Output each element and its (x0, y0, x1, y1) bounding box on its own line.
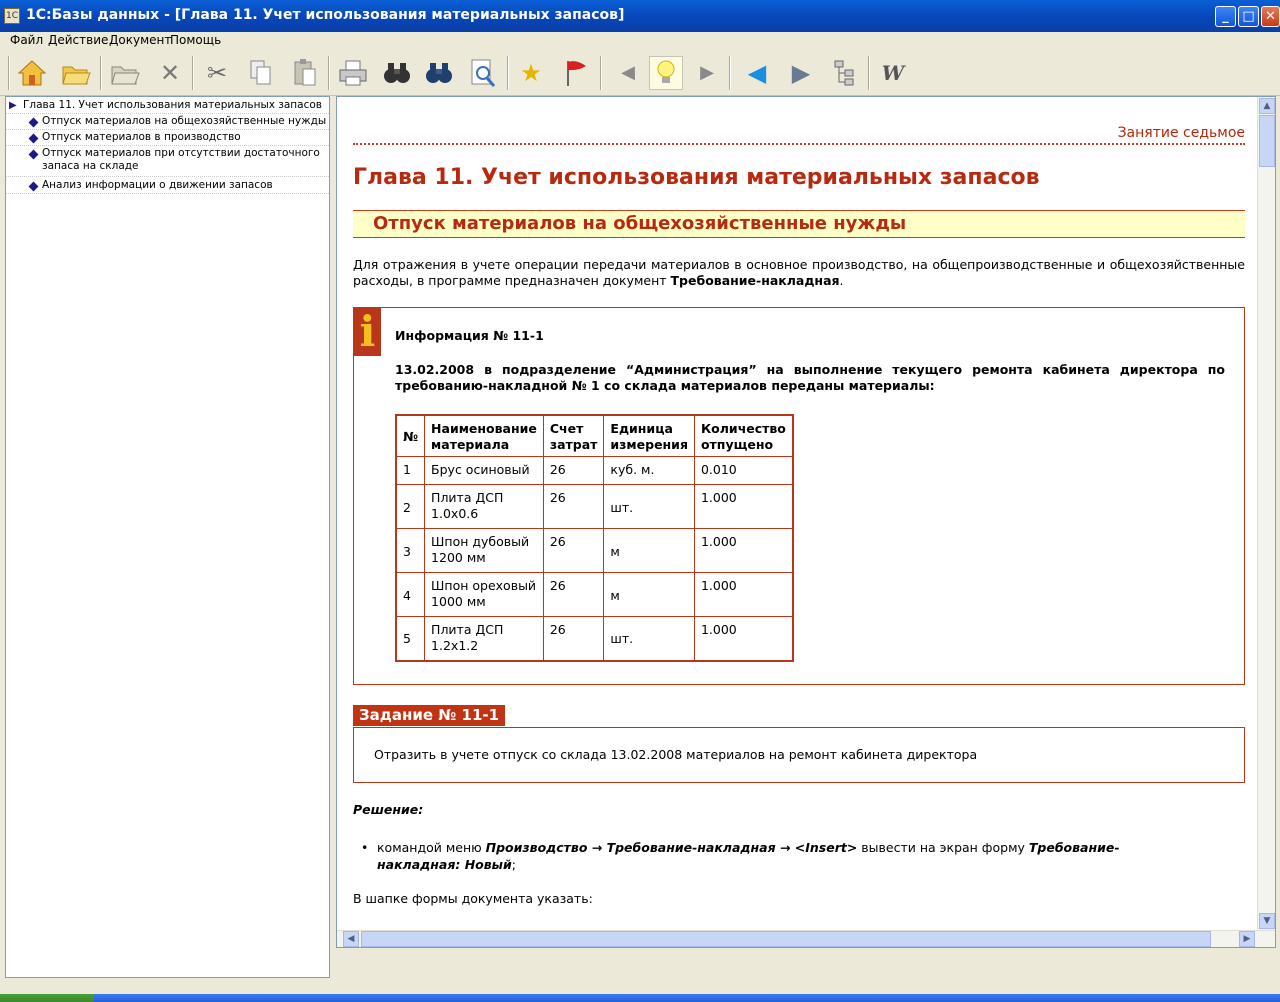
scroll-left-icon[interactable]: ◀ (343, 931, 359, 947)
table-cell: Плита ДСП 1.2x1.2 (425, 617, 544, 661)
table-cell: Шпон дубовый 1200 мм (425, 529, 544, 573)
tree-item-label: Отпуск материалов при отсутствии достаточного (42, 147, 320, 159)
header-note: В шапке формы документа указать: (353, 891, 593, 906)
table-header-row (396, 415, 793, 457)
toolbar-separator (868, 56, 870, 90)
forward-arrow-icon[interactable]: ▶ (791, 59, 811, 87)
find-icon[interactable] (380, 56, 414, 90)
minimize-button[interactable]: _ (1215, 6, 1236, 27)
tree-divider (6, 176, 329, 177)
table-row (396, 457, 793, 485)
tree-item-analysis[interactable] (6, 179, 329, 193)
tree-item-label: Глава 11. Учет использования материальных запасов (23, 99, 322, 111)
table-cell: куб. м. (604, 457, 695, 485)
table-cell: 26 (543, 457, 604, 485)
menu-bar (0, 32, 1280, 50)
table-cell: 26 (543, 529, 604, 573)
horizontal-scrollbar[interactable] (337, 930, 1275, 947)
lesson-label: Занятие седьмое (353, 125, 1245, 145)
toolbar-separator (600, 56, 602, 90)
step-text: вывести на экран форму (857, 840, 1029, 855)
diamond-bullet-icon (29, 134, 39, 144)
maximize-button[interactable]: □ (1238, 6, 1259, 27)
document-view (336, 96, 1276, 948)
diamond-bullet-icon (29, 182, 39, 192)
toolbar-separator (507, 56, 509, 90)
table-cell: м (604, 529, 695, 573)
flag-icon[interactable] (559, 56, 593, 90)
materials-table (395, 414, 794, 662)
intro-document-name: Требование-накладная (670, 273, 840, 288)
status-bar (0, 978, 1280, 994)
table-row (396, 617, 793, 661)
navigation-tree (5, 96, 330, 978)
chapter-heading: Глава 11. Учет использования материальных запасов (353, 165, 1040, 190)
form-name: Требование- (1028, 840, 1120, 855)
column-header: Счет затрат (543, 415, 604, 457)
preview-icon[interactable] (466, 56, 500, 90)
paste-icon[interactable] (288, 56, 322, 90)
table-cell: 5 (396, 617, 425, 661)
close-button[interactable]: ✕ (1261, 6, 1280, 27)
info-icon: i (354, 308, 381, 356)
solution-label: Решение: (353, 802, 424, 817)
table-cell: 26 (543, 485, 604, 529)
tree-divider (6, 113, 329, 114)
solution-step (361, 839, 1197, 873)
word-export-button[interactable]: W (881, 61, 905, 85)
table-row (396, 573, 793, 617)
vertical-scrollbar[interactable] (1257, 97, 1275, 931)
table-row (396, 529, 793, 573)
menu-document[interactable]: Документ (109, 33, 172, 47)
table-cell: 1.000 (694, 485, 792, 529)
table-cell: 1.000 (694, 617, 792, 661)
find-next-icon[interactable] (422, 56, 456, 90)
table-cell: шт. (604, 617, 695, 661)
copy-icon[interactable] (244, 56, 278, 90)
toolbar-separator (192, 56, 194, 90)
table-cell: 0.010 (694, 457, 792, 485)
step-end: ; (511, 857, 516, 872)
form-name: накладная: Новый (377, 857, 512, 872)
menu-action[interactable]: Действие (48, 33, 109, 47)
info-title: Информация № 11-1 (395, 328, 544, 343)
toolbar (0, 50, 1280, 96)
toolbar-separator (328, 56, 330, 90)
tree-item-production[interactable] (6, 131, 329, 145)
open-folder-icon[interactable] (59, 56, 93, 90)
table-cell: 26 (543, 573, 604, 617)
tree-item-label: запаса на складе (42, 160, 139, 172)
print-icon[interactable] (336, 56, 370, 90)
diamond-bullet-icon (29, 118, 39, 128)
menu-path: Производство → Требование-накладная → <Insert> (485, 840, 858, 855)
lightbulb-icon[interactable] (649, 56, 683, 90)
column-header: Количество отпущено (694, 415, 792, 457)
menu-file[interactable]: Файл (10, 33, 44, 47)
task-header: Задание № 11-1 (353, 705, 505, 726)
scroll-right-icon[interactable]: ▶ (1239, 931, 1255, 947)
table-row (396, 485, 793, 529)
toolbar-separator (729, 56, 731, 90)
intro-end: . (839, 273, 844, 288)
intro-paragraph (353, 257, 1245, 289)
info-text: 13.02.2008 в подразделение “Администрация” на выполнение текущего ремонта кабинета директора по требованию-накладной № 1 со склада материалов переданы материалы: (395, 362, 1225, 393)
tree-divider (6, 145, 329, 146)
scroll-down-icon[interactable]: ▼ (1259, 913, 1275, 929)
folder-icon[interactable] (108, 56, 142, 90)
tree-item-label: Отпуск материалов на общехозяйственные нужды (42, 115, 327, 127)
toolbar-grip (8, 56, 10, 90)
column-header: № (396, 415, 425, 457)
table-cell: 1 (396, 457, 425, 485)
table-cell: Брус осиновый (425, 457, 544, 485)
table-cell: шт. (604, 485, 695, 529)
table-cell: Плита ДСП 1.0x0.6 (425, 485, 544, 529)
horizontal-scroll-thumb[interactable] (361, 931, 1211, 947)
toolbar-separator (100, 56, 102, 90)
prev-icon[interactable]: ◀ (621, 62, 635, 83)
vertical-scroll-thumb[interactable] (1259, 115, 1275, 167)
info-box (353, 307, 1245, 685)
tree-item-chapter[interactable] (6, 99, 329, 113)
step-text: командой меню (377, 840, 486, 855)
table-cell: 3 (396, 529, 425, 573)
tree-divider (6, 129, 329, 130)
tree-item-general-needs[interactable] (6, 115, 329, 129)
table-cell: 1.000 (694, 529, 792, 573)
start-button[interactable] (0, 994, 94, 1002)
table-cell: Шпон ореховый 1000 мм (425, 573, 544, 617)
next-icon[interactable]: ▶ (700, 62, 714, 83)
expand-arrow-icon: ▶ (9, 100, 17, 111)
taskbar (0, 994, 1280, 1002)
tree-divider (6, 193, 329, 194)
task-text: Отразить в учете отпуск со склада 13.02.2008 материалов на ремонт кабинета директора (374, 747, 978, 762)
table-cell: 26 (543, 617, 604, 661)
bullet-icon: • (361, 840, 369, 855)
table-cell: 1.000 (694, 573, 792, 617)
tree-structure-icon[interactable] (828, 56, 862, 90)
back-arrow-icon[interactable]: ◀ (747, 59, 767, 87)
tree-item-label: Отпуск материалов в производство (42, 131, 241, 143)
app-icon: 1С (4, 8, 20, 24)
tree-item-insufficient-stock[interactable] (6, 147, 329, 175)
document-content (337, 97, 1257, 931)
task-box (353, 727, 1245, 783)
section-heading: Отпуск материалов на общехозяйственные нужды (353, 210, 1245, 238)
cut-icon[interactable]: ✂ (206, 59, 228, 87)
tree-item-label: Анализ информации о движении запасов (42, 179, 273, 191)
home-icon[interactable] (15, 56, 49, 90)
column-header: Наименование материала (425, 415, 544, 457)
column-header: Единица измерения (604, 415, 695, 457)
table-cell: 2 (396, 485, 425, 529)
table-cell: 4 (396, 573, 425, 617)
title-bar (0, 0, 1280, 32)
intro-text: Для отражения в учете операции передачи материалов в основное производство, на общепроизводственные и общехозяйственные расходы, в программе предназначен документ (353, 257, 1245, 288)
favorites-star-icon[interactable]: ★ (520, 59, 542, 87)
delete-icon[interactable]: ✕ (159, 59, 181, 87)
scroll-up-icon[interactable]: ▲ (1259, 98, 1275, 114)
window-title: 1С:Базы данных - [Глава 11. Учет использования материальных запасов] (26, 7, 625, 23)
diamond-bullet-icon (29, 150, 39, 160)
menu-help[interactable]: Помощь (170, 33, 222, 47)
table-cell: м (604, 573, 695, 617)
